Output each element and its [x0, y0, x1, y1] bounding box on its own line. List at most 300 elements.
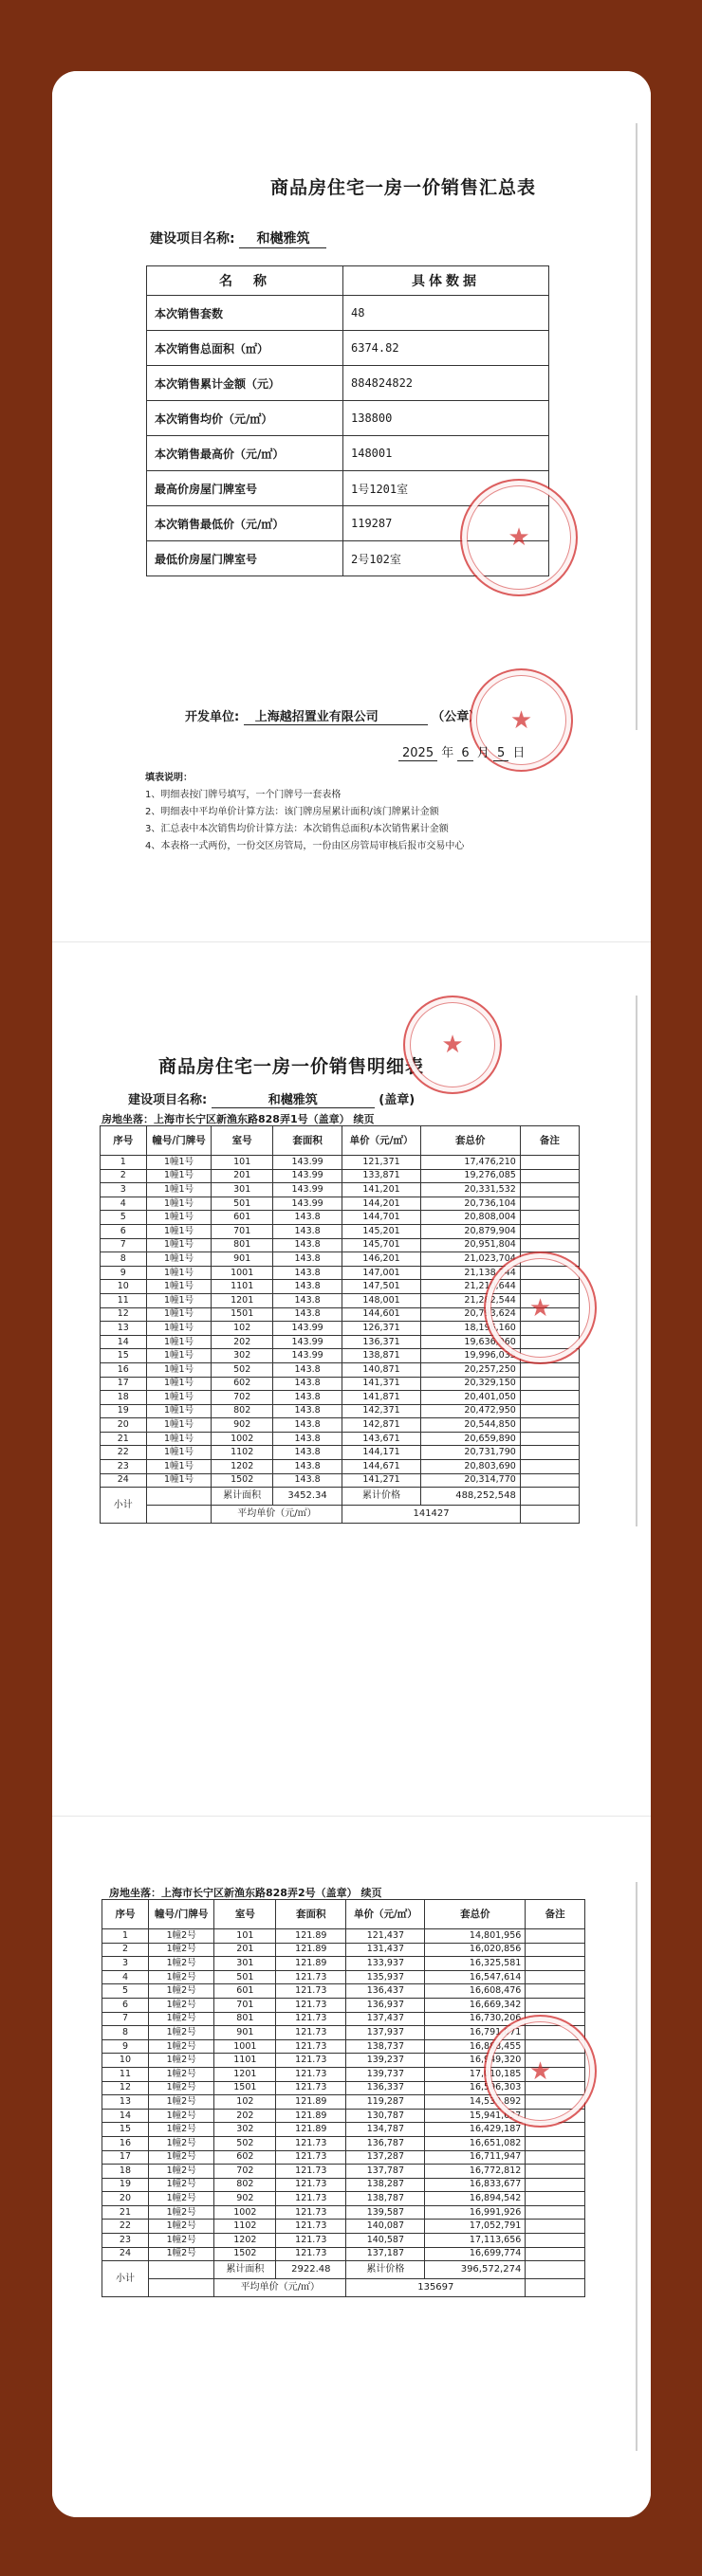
remark-cell: [520, 1224, 579, 1238]
table-cell: 144,671: [342, 1460, 420, 1474]
table-cell: 16,651,082: [425, 2136, 526, 2150]
table-cell: 143.8: [272, 1418, 342, 1433]
table-cell: 143.8: [272, 1224, 342, 1238]
table-row: [102, 2123, 585, 2137]
table-cell: 16: [102, 2136, 149, 2150]
table-cell: 1002: [212, 1432, 272, 1446]
table-cell: 202: [212, 1335, 272, 1349]
table-cell: 902: [212, 1418, 272, 1433]
table-cell: 143.8: [272, 1307, 342, 1322]
table-cell: 19: [102, 2178, 149, 2192]
table-cell: 17,113,656: [425, 2234, 526, 2248]
table-cell: 24: [102, 2247, 149, 2261]
table-cell: 16,888,455: [425, 2039, 526, 2054]
table-cell: 143,671: [342, 1432, 420, 1446]
total-area: 3452.34: [272, 1488, 342, 1506]
table-cell: 1幢2号: [148, 2234, 213, 2248]
table-cell: 21,210,644: [420, 1280, 520, 1294]
table-cell: 201: [212, 1169, 272, 1183]
table-cell: 21,138,744: [420, 1266, 520, 1280]
table-cell: 121.73: [276, 2081, 346, 2095]
table-cell: 17,052,791: [425, 2220, 526, 2234]
table-cell: 1101: [212, 1280, 272, 1294]
table-cell: 602: [212, 1377, 272, 1391]
remark-cell: [526, 1943, 585, 1957]
table-cell: 136,437: [346, 1984, 425, 1999]
table-row: [102, 2150, 585, 2165]
table-cell: 12: [101, 1307, 147, 1322]
table-cell: 1幢1号: [146, 1252, 212, 1267]
table-row: [102, 2220, 585, 2234]
avg-blank: [146, 1506, 212, 1524]
table-cell: 801: [214, 2012, 276, 2026]
date-line: [398, 742, 525, 760]
header-cell: 序号: [101, 1126, 147, 1156]
table-cell: 141,271: [342, 1473, 420, 1488]
row-name: 本次销售均价（元/㎡）: [147, 401, 343, 436]
table-cell: 1幢2号: [148, 2165, 213, 2179]
remark-cell: [520, 1460, 579, 1474]
date-day-unit: 日: [512, 746, 526, 760]
note-item: 2、明细表中平均单价计算方法：该门牌房屋累计面积/该门牌累计金额: [145, 807, 439, 817]
table-row: [101, 1156, 580, 1170]
page-divider: [52, 1816, 651, 1817]
total-price: 396,572,274: [425, 2261, 526, 2279]
table-cell: 20,736,104: [420, 1197, 520, 1211]
table-cell: 143.99: [272, 1349, 342, 1363]
table-cell: 1202: [212, 1460, 272, 1474]
remark-cell: [520, 1404, 579, 1418]
project-label: 建设项目名称:: [128, 1093, 208, 1107]
table-cell: 135,937: [346, 1970, 425, 1984]
remark-cell: [520, 1473, 579, 1488]
table-cell: 141,371: [342, 1377, 420, 1391]
table-cell: 3: [102, 1957, 149, 1971]
table-cell: 20,803,690: [420, 1460, 520, 1474]
table-row: [102, 1943, 585, 1957]
page-divider: [52, 941, 651, 942]
table-cell: 1幢1号: [146, 1377, 212, 1391]
table-cell: 1幢2号: [148, 2026, 213, 2040]
table-cell: 16,325,581: [425, 1957, 526, 1971]
table-cell: 1201: [212, 1293, 272, 1307]
table-cell: 121.89: [276, 1957, 346, 1971]
table-cell: 23: [102, 2234, 149, 2248]
total-blank: [146, 1488, 212, 1506]
table-cell: 902: [214, 2192, 276, 2206]
avg-row: [102, 2279, 585, 2297]
row-value: 119287: [343, 506, 549, 541]
header-cell: 套面积: [276, 1900, 346, 1929]
table-cell: 4: [101, 1197, 147, 1211]
table-cell: 1幢1号: [146, 1293, 212, 1307]
date-day: 5: [493, 746, 508, 761]
header-cell: 套总价: [420, 1126, 520, 1156]
table-cell: 143.8: [272, 1377, 342, 1391]
table-cell: 20,544,850: [420, 1418, 520, 1433]
table-cell: 301: [212, 1183, 272, 1197]
table-cell: 2: [102, 1943, 149, 1957]
table-cell: 15: [102, 2123, 149, 2137]
table-cell: 3: [101, 1183, 147, 1197]
table-cell: 1幢2号: [148, 1929, 213, 1944]
table-cell: 1幢2号: [148, 2150, 213, 2165]
price-label: 累计价格: [342, 1488, 420, 1506]
table-cell: 148,001: [342, 1293, 420, 1307]
table-cell: 137,187: [346, 2247, 425, 2261]
table-row: [102, 2234, 585, 2248]
table-cell: 23: [101, 1460, 147, 1474]
table-cell: 16,596,303: [425, 2081, 526, 2095]
avg-row: [101, 1506, 580, 1524]
table-cell: 1幢1号: [146, 1211, 212, 1225]
summary-page: [52, 71, 651, 905]
table-cell: 1201: [214, 2067, 276, 2081]
subtotal-label: 小计: [102, 2261, 149, 2297]
detail-project-line: [128, 1089, 415, 1108]
table-cell: 16,894,542: [425, 2192, 526, 2206]
summary-row: [147, 366, 549, 401]
detail-page-2: [52, 1854, 651, 2517]
company-seal-stamp: [403, 996, 502, 1094]
table-cell: 20,329,150: [420, 1377, 520, 1391]
table-cell: 1幢2号: [148, 2220, 213, 2234]
table-cell: 11: [102, 2067, 149, 2081]
remark-cell: [520, 1391, 579, 1405]
table-cell: 143.8: [272, 1432, 342, 1446]
remark-cell: [526, 2234, 585, 2248]
row-name: 本次销售最低价（元/㎡）: [147, 506, 343, 541]
table-cell: 1幢2号: [148, 2123, 213, 2137]
row-value: 884824822: [343, 366, 549, 401]
table-row: [102, 1929, 585, 1944]
table-cell: 138,287: [346, 2178, 425, 2192]
remark-cell: [520, 1377, 579, 1391]
table-cell: 1幢1号: [146, 1224, 212, 1238]
avg-value: 135697: [346, 2279, 526, 2297]
remark-cell: [526, 1984, 585, 1999]
table-cell: 121.73: [276, 2039, 346, 2054]
table-cell: 16,547,614: [425, 1970, 526, 1984]
table-cell: 16,608,476: [425, 1984, 526, 1999]
row-value: 1号1201室: [343, 471, 549, 506]
header-name: 名 称: [147, 266, 343, 296]
detail-header-row: [101, 1126, 580, 1156]
table-cell: 144,601: [342, 1307, 420, 1322]
remark-cell: [520, 1238, 579, 1252]
table-cell: 143.99: [272, 1183, 342, 1197]
table-cell: 14,539,892: [425, 2095, 526, 2110]
table-cell: 1幢2号: [148, 2095, 213, 2110]
note-heading: 填表说明：: [145, 773, 193, 783]
company-seal-stamp: [484, 2015, 597, 2128]
table-cell: 126,371: [342, 1322, 420, 1336]
table-cell: 702: [212, 1391, 272, 1405]
header-cell: 室号: [212, 1126, 272, 1156]
table-cell: 1102: [212, 1446, 272, 1460]
table-cell: 143.99: [272, 1335, 342, 1349]
table-cell: 147,001: [342, 1266, 420, 1280]
table-cell: 1幢2号: [148, 2205, 213, 2220]
row-value: 48: [343, 296, 549, 331]
subtotal-label: 小计: [101, 1488, 147, 1524]
table-cell: 102: [214, 2095, 276, 2110]
table-cell: 21: [102, 2205, 149, 2220]
table-cell: 141,201: [342, 1183, 420, 1197]
table-cell: 1幢2号: [148, 2012, 213, 2026]
table-cell: 20,879,904: [420, 1224, 520, 1238]
table-cell: 19: [101, 1404, 147, 1418]
table-cell: 19,996,035: [420, 1349, 520, 1363]
table-cell: 1幢2号: [148, 2054, 213, 2068]
table-cell: 137,437: [346, 2012, 425, 2026]
table-cell: 138,871: [342, 1349, 420, 1363]
table-cell: 143.8: [272, 1252, 342, 1267]
table-cell: 20,331,532: [420, 1183, 520, 1197]
avg-remark: [526, 2279, 585, 2297]
price-label: 累计价格: [346, 2261, 425, 2279]
table-cell: 16,991,926: [425, 2205, 526, 2220]
note-item: 4、本表格一式两份，一份交区房管局，一份由区房管局审核后报市交易中心: [145, 841, 465, 851]
table-cell: 1幢1号: [146, 1335, 212, 1349]
table-cell: 16,020,856: [425, 1943, 526, 1957]
table-cell: 1幢1号: [146, 1418, 212, 1433]
table-cell: 1幢2号: [148, 2136, 213, 2150]
table-cell: 121.89: [276, 2109, 346, 2123]
table-cell: 1: [102, 1929, 149, 1944]
header-cell: 备注: [520, 1126, 579, 1156]
table-cell: 140,087: [346, 2220, 425, 2234]
table-cell: 21: [101, 1432, 147, 1446]
table-cell: 119,287: [346, 2095, 425, 2110]
table-cell: 139,737: [346, 2067, 425, 2081]
project-name: 和樾雅筑: [239, 228, 326, 248]
developer-name: 上海越招置业有限公司: [244, 706, 428, 725]
table-cell: 702: [214, 2165, 276, 2179]
remark-cell: [526, 1929, 585, 1944]
table-cell: 141,871: [342, 1391, 420, 1405]
table-cell: 1501: [212, 1307, 272, 1322]
table-cell: 5: [102, 1984, 149, 1999]
table-cell: 121.73: [276, 2067, 346, 2081]
table-cell: 121,371: [342, 1156, 420, 1170]
table-cell: 121.73: [276, 2136, 346, 2150]
table-cell: 20: [101, 1418, 147, 1433]
table-cell: 1502: [214, 2247, 276, 2261]
table-row: [101, 1432, 580, 1446]
address-line: 房地坐落：上海市长宁区新渔东路828弄2号（盖章） 续页: [109, 1887, 382, 1899]
company-seal-stamp: [460, 479, 578, 596]
table-cell: 138,737: [346, 2039, 425, 2054]
table-cell: 143.99: [272, 1169, 342, 1183]
table-cell: 20,731,790: [420, 1446, 520, 1460]
note-item: 1、明细表按门牌号填写，一个门牌号一套表格: [145, 790, 342, 800]
summary-row: [147, 401, 549, 436]
date-month: 6: [457, 746, 472, 761]
date-month-unit: 月: [476, 746, 490, 760]
remark-cell: [520, 1211, 579, 1225]
table-cell: 1幢1号: [146, 1183, 212, 1197]
table-cell: 1001: [214, 2039, 276, 2054]
row-name: 本次销售最高价（元/㎡）: [147, 436, 343, 471]
avg-value: 141427: [342, 1506, 521, 1524]
table-cell: 15,941,627: [425, 2109, 526, 2123]
table-cell: 9: [102, 2039, 149, 2054]
table-cell: 1幢1号: [146, 1266, 212, 1280]
table-cell: 801: [212, 1238, 272, 1252]
table-cell: 143.8: [272, 1280, 342, 1294]
table-row: [101, 1197, 580, 1211]
table-cell: 2: [101, 1169, 147, 1183]
table-cell: 16,833,677: [425, 2178, 526, 2192]
total-blank: [148, 2261, 213, 2279]
remark-cell: [526, 1998, 585, 2012]
table-cell: 20,951,804: [420, 1238, 520, 1252]
remark-cell: [520, 1418, 579, 1433]
table-cell: 1幢1号: [146, 1446, 212, 1460]
table-cell: 143.8: [272, 1404, 342, 1418]
table-cell: 20,472,950: [420, 1404, 520, 1418]
table-cell: 131,437: [346, 1943, 425, 1957]
header-cell: 室号: [214, 1900, 276, 1929]
note-item: 3、汇总表中本次销售均价计算方法：本次销售总面积/本次销售累计金额: [145, 824, 449, 834]
table-cell: 16,949,320: [425, 2054, 526, 2068]
table-cell: 1幢2号: [148, 2039, 213, 2054]
table-cell: 16,669,342: [425, 1998, 526, 2012]
total-row: [101, 1488, 580, 1506]
table-cell: 121.89: [276, 1943, 346, 1957]
table-cell: 13: [101, 1322, 147, 1336]
header-cell: 幢号/门牌号: [146, 1126, 212, 1156]
table-row: [102, 2205, 585, 2220]
table-row: [101, 1391, 580, 1405]
table-cell: 1幢2号: [148, 1998, 213, 2012]
table-cell: 302: [214, 2123, 276, 2137]
table-cell: 22: [101, 1446, 147, 1460]
table-cell: 1幢1号: [146, 1362, 212, 1377]
remark-cell: [526, 2165, 585, 2179]
table-row: [101, 1238, 580, 1252]
remark-cell: [526, 2192, 585, 2206]
company-seal-stamp: [484, 1251, 597, 1364]
table-cell: 16: [101, 1362, 147, 1377]
table-cell: 10: [101, 1280, 147, 1294]
table-cell: 501: [214, 1970, 276, 1984]
table-cell: 16,791,071: [425, 2026, 526, 2040]
table-cell: 8: [101, 1252, 147, 1267]
remark-cell: [520, 1432, 579, 1446]
summary-title: 商品房住宅一房一价销售汇总表: [270, 177, 537, 198]
table-cell: 16,772,812: [425, 2165, 526, 2179]
table-row: [101, 1169, 580, 1183]
table-cell: 21,023,704: [420, 1252, 520, 1267]
table-cell: 701: [214, 1998, 276, 2012]
table-cell: 14: [102, 2109, 149, 2123]
table-cell: 1幢2号: [148, 2178, 213, 2192]
table-cell: 137,287: [346, 2150, 425, 2165]
table-cell: 144,171: [342, 1446, 420, 1460]
remark-cell: [526, 2178, 585, 2192]
remark-cell: [526, 2136, 585, 2150]
total-price: 488,252,548: [420, 1488, 520, 1506]
remark-cell: [520, 1183, 579, 1197]
row-value: 6374.82: [343, 331, 549, 366]
table-cell: 9: [101, 1266, 147, 1280]
table-cell: 143.8: [272, 1238, 342, 1252]
row-name: 本次销售累计金额（元）: [147, 366, 343, 401]
table-cell: 144,701: [342, 1211, 420, 1225]
table-cell: 16,730,206: [425, 2012, 526, 2026]
page-edge: [636, 996, 637, 1526]
table-cell: 15: [101, 1349, 147, 1363]
table-cell: 1101: [214, 2054, 276, 2068]
table-cell: 18,196,160: [420, 1322, 520, 1336]
table-cell: 121.73: [276, 2165, 346, 2179]
table-cell: 142,371: [342, 1404, 420, 1418]
table-cell: 19,276,085: [420, 1169, 520, 1183]
table-cell: 143.99: [272, 1156, 342, 1170]
table-cell: 121.73: [276, 1970, 346, 1984]
table-cell: 1501: [214, 2081, 276, 2095]
table-cell: 602: [214, 2150, 276, 2165]
table-cell: 1幢2号: [148, 2081, 213, 2095]
summary-row: [147, 296, 549, 331]
table-row: [101, 1404, 580, 1418]
table-cell: 121.73: [276, 2026, 346, 2040]
table-cell: 7: [102, 2012, 149, 2026]
table-cell: 1幢1号: [146, 1307, 212, 1322]
table-cell: 5: [101, 1211, 147, 1225]
table-cell: 16,699,774: [425, 2247, 526, 2261]
table-cell: 17,476,210: [420, 1156, 520, 1170]
remark-cell: [520, 1156, 579, 1170]
table-cell: 102: [212, 1322, 272, 1336]
table-row: [102, 2136, 585, 2150]
table-cell: 143.8: [272, 1362, 342, 1377]
table-row: [102, 2178, 585, 2192]
table-cell: 136,371: [342, 1335, 420, 1349]
table-cell: 121.73: [276, 2247, 346, 2261]
table-cell: 1幢1号: [146, 1349, 212, 1363]
table-cell: 1幢1号: [146, 1197, 212, 1211]
table-cell: 20,257,250: [420, 1362, 520, 1377]
area-label: 累计面积: [212, 1488, 272, 1506]
table-row: [101, 1460, 580, 1474]
table-cell: 121.89: [276, 2095, 346, 2110]
seal-label: (盖章): [379, 1093, 416, 1107]
table-cell: 121.73: [276, 2054, 346, 2068]
project-name: 和樾雅筑: [212, 1089, 375, 1108]
row-name: 本次销售套数: [147, 296, 343, 331]
table-cell: 1202: [214, 2234, 276, 2248]
remark-cell: [526, 2205, 585, 2220]
row-value: 138800: [343, 401, 549, 436]
table-row: [101, 1418, 580, 1433]
table-cell: 18: [101, 1391, 147, 1405]
summary-row: [147, 436, 549, 471]
table-cell: 121.73: [276, 2234, 346, 2248]
table-cell: 145,701: [342, 1238, 420, 1252]
table-cell: 12: [102, 2081, 149, 2095]
table-cell: 121.73: [276, 2012, 346, 2026]
table-cell: 121.73: [276, 2205, 346, 2220]
table-cell: 11: [101, 1293, 147, 1307]
table-cell: 143.8: [272, 1446, 342, 1460]
table-cell: 140,587: [346, 2234, 425, 2248]
table-cell: 143.99: [272, 1197, 342, 1211]
document-frame: [52, 71, 651, 2517]
table-cell: 1001: [212, 1266, 272, 1280]
